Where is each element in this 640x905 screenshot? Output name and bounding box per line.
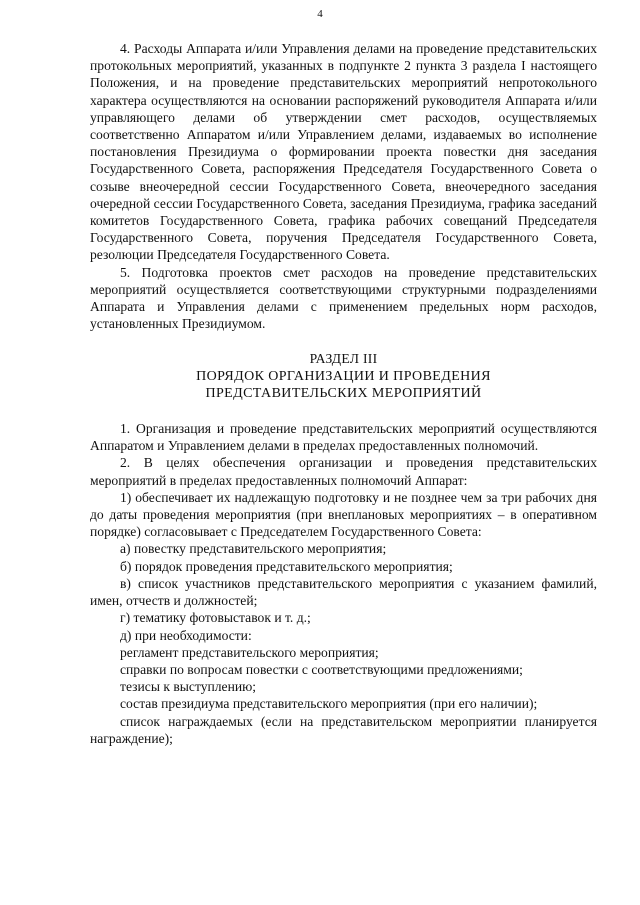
list-item-agenda-notes: справки по вопросам повестки с соответствующими предложениями; [120, 661, 523, 677]
list-item-regulations: регламент представительского мероприятия; [120, 644, 379, 660]
paragraph-5-estimates: 5. Подготовка проектов смет расходов на проведение представительских мероприятий осуществляется соответствующими структурными подразделениями Аппарата и Управления делами с применением предельных норм расходов, установленных Президиумом. [90, 264, 597, 332]
list-item-presidium: состав президиума представительского мероприятия (при его наличии); [120, 696, 538, 712]
subitem-v-participants: в) список участников представительского мероприятия с указанием фамилий, имен, отчеств и должностей; [90, 575, 597, 609]
list-item-speech-theses: тезисы к выступлению; [120, 679, 257, 695]
section-heading [90, 350, 597, 402]
subitem-b-procedure: б) порядок проведения представительского мероприятия; [120, 558, 453, 574]
document-body [90, 40, 597, 747]
subitem-1-preparation: 1) обеспечивает их надлежащую подготовку и не позднее чем за три рабочих дня до даты проведения мероприятия (при внеплановых мероприятиях – в оперативном порядке) согласовывает с Председателем Государственного Совета: [90, 489, 597, 540]
list-item-awardees: список награждаемых (если на представительском мероприятии планируется награждение); [90, 713, 597, 746]
subitem-a-agenda: а) повестку представительского мероприятия; [120, 541, 387, 557]
paragraph-4-expenses: 4. Расходы Аппарата и/или Управления делами на проведение представительских протокольных мероприятий, указанных в подпункте 2 пункта 3 раздела I настоящего Положения, и на проведение представительских мероприятий непротокольного характера осуществляются на основании распоряжений руководителя Аппарата и/или управляющего делами об утверждении смет расходов, осуществляемых соответственно Аппаратом и/или Управлением делами, издаваемых во исполнение постановления Президиума о формировании проекта повестки дня заседания Государственного Совета, распоряжения Председателя Государственного Совета о созыве внеочередной сессии Государственного Совета, внеочередного заседания очередной сессии Государственного Совета, заседания Президиума, графика заседаний комитетов Государственного Совета, графика рабочих совещаний Председателя Государственного Совета, поручения Председателя Государственного Совета, резолюции Председателя Государственного Совета. [90, 41, 597, 263]
section-title-line-2: ПРЕДСТАВИТЕЛЬСКИХ МЕРОПРИЯТИЙ [205, 385, 482, 401]
subitem-d-if-necessary: д) при необходимости: [120, 627, 252, 643]
page-number: 4 [317, 8, 323, 20]
subitem-g-photo-exhibitions: г) тематику фотовыставок и т. д.; [120, 610, 311, 626]
section-number: РАЗДЕЛ III [309, 351, 378, 367]
paragraph-1-organization: 1. Организация и проведение представительских мероприятий осуществляются Аппаратом и Управлением делами в пределах предоставленных полномочий. [90, 421, 597, 454]
section-title-line-1: ПОРЯДОК ОРГАНИЗАЦИИ И ПРОВЕДЕНИЯ [196, 368, 491, 384]
paragraph-2-purpose: 2. В целях обеспечения организации и проведения представительских мероприятий в пределах предоставленных полномочий Аппарат: [90, 455, 597, 488]
